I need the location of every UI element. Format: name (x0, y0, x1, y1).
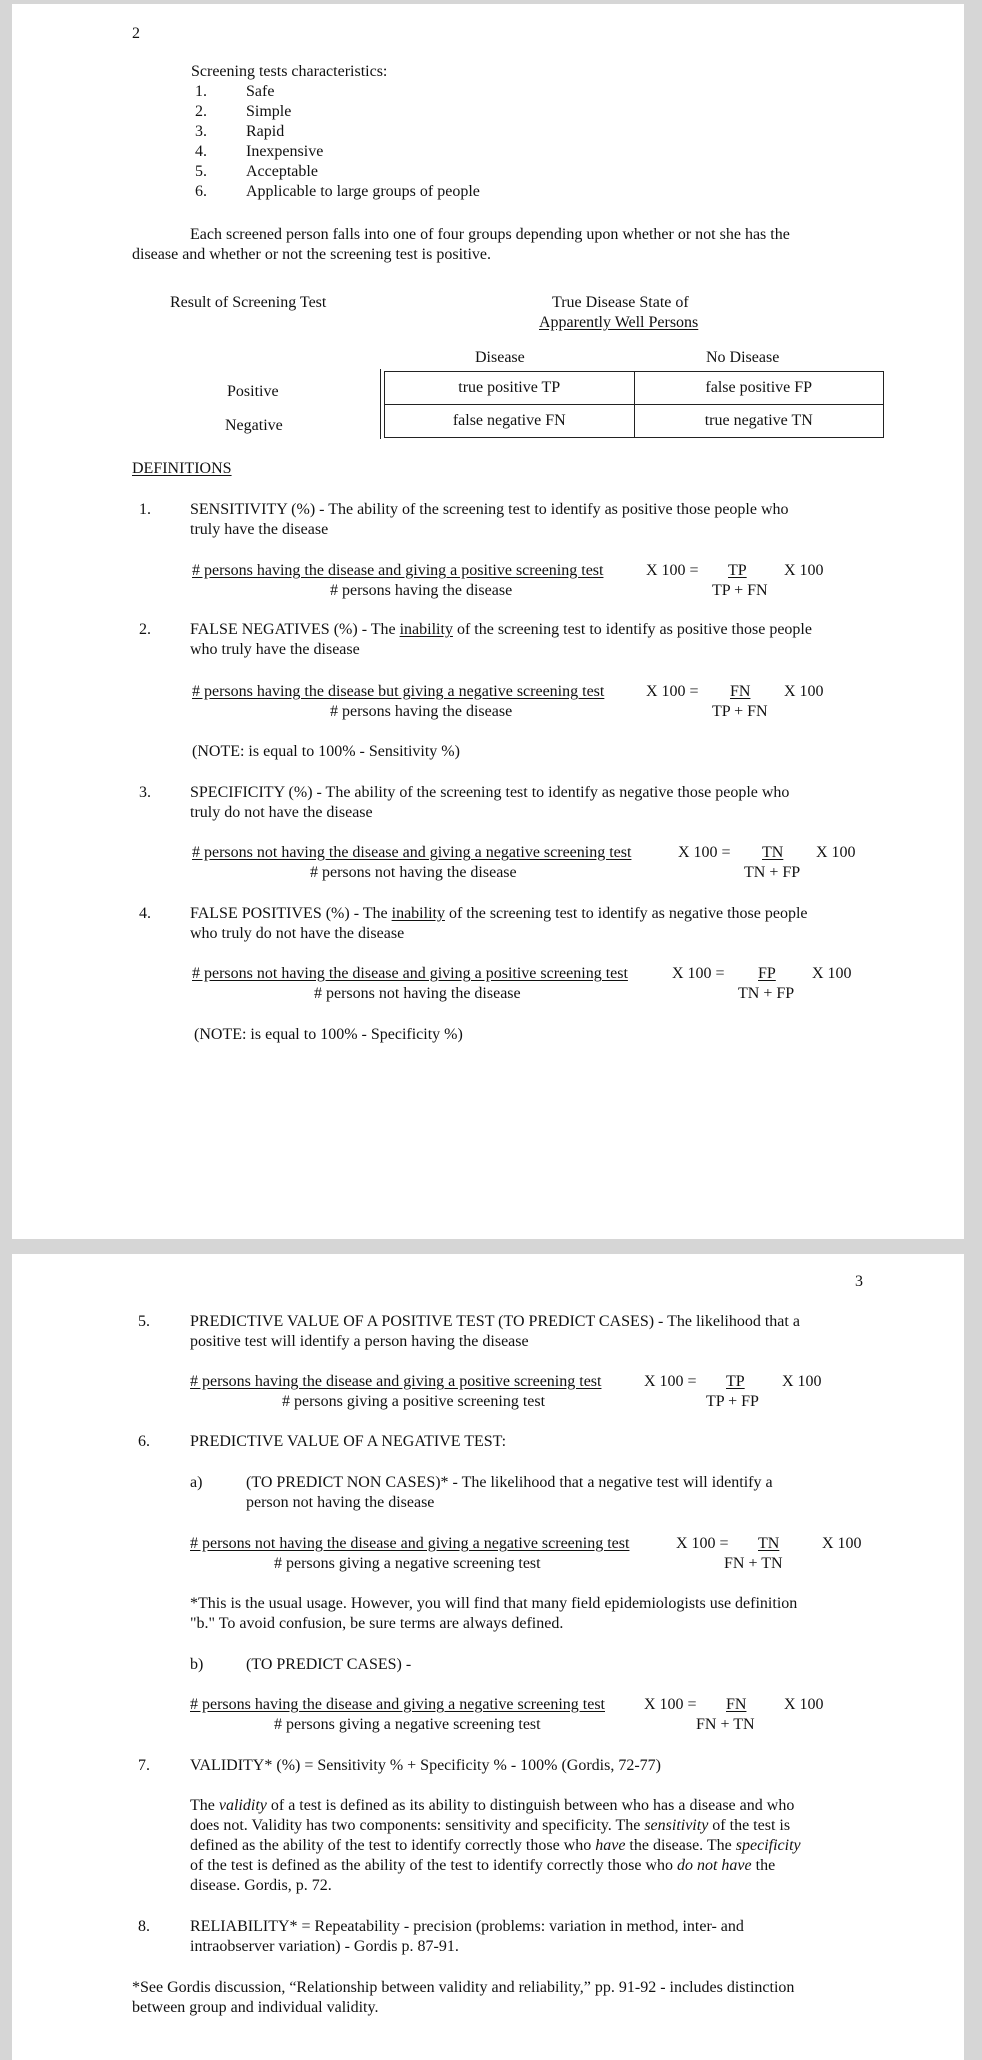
usage-note: *This is the usual usage. However, you will find that many field epidemiologists use definition (190, 1595, 798, 1612)
definition-number: 1. (139, 501, 151, 518)
fraction-denominator: TN + FP (744, 864, 801, 881)
cell-true-positive: true positive TP (385, 372, 635, 405)
definition-number: 8. (138, 1918, 150, 1935)
definition-text: (TO PREDICT CASES) - (246, 1656, 412, 1673)
fraction-denominator: TP + FP (706, 1393, 759, 1410)
table-left-heading: Result of Screening Test (170, 294, 327, 311)
formula-numerator: # persons not having the disease and giving a negative screening test (190, 1535, 630, 1552)
formula-multiplier: X 100 (782, 1373, 822, 1390)
column-header-no-disease: No Disease (706, 349, 780, 366)
fraction-denominator: TP + FN (712, 582, 768, 599)
formula-denominator: # persons not having the disease (310, 864, 517, 881)
formula-multiplier: X 100 = (672, 965, 725, 982)
intro-paragraph-line: disease and whether or not the screening test is positive. (132, 246, 492, 263)
fraction-numerator: FN (730, 683, 751, 700)
formula-denominator: # persons having the disease (330, 582, 513, 599)
formula-denominator: # persons giving a negative screening test (274, 1716, 541, 1733)
sub-item-label: b) (190, 1656, 204, 1673)
formula-multiplier: X 100 (822, 1535, 862, 1552)
list-item-text: Safe (246, 83, 275, 100)
list-item-number: 5. (195, 163, 207, 180)
validity-paragraph-line: The validity of a test is defined as its ability to distinguish between who has a disease and who (190, 1797, 795, 1814)
formula-numerator: # persons having the disease but giving a negative screening test (192, 683, 605, 700)
page-number: 2 (132, 25, 140, 42)
row-header-negative: Negative (225, 417, 283, 434)
fraction-numerator: FP (758, 965, 776, 982)
list-item-number: 3. (195, 123, 207, 140)
formula-denominator: # persons having the disease (330, 703, 513, 720)
definition-text: (TO PREDICT NON CASES)* - The likelihood that a negative test will identify a (246, 1474, 773, 1491)
definition-heading: PREDICTIVE VALUE OF A NEGATIVE TEST: (190, 1433, 507, 1450)
list-item-text: Acceptable (246, 163, 318, 180)
list-item-number: 2. (195, 103, 207, 120)
definition-text: SPECIFICITY (%) - The ability of the screening test to identify as negative those people who (190, 784, 790, 801)
formula-multiplier: X 100 (784, 1696, 824, 1713)
formula-multiplier: X 100 = (646, 562, 699, 579)
definition-text: VALIDITY* (%) = Sensitivity % + Specificity % - 100% (Gordis, 72-77) (190, 1757, 662, 1774)
definition-text: PREDICTIVE VALUE OF A POSITIVE TEST (TO PREDICT CASES) - The likelihood that a (190, 1313, 800, 1330)
row-header-positive: Positive (227, 383, 279, 400)
table-right-heading-sub: Apparently Well Persons (539, 314, 699, 331)
definition-note: (NOTE: is equal to 100% - Specificity %) (194, 1026, 463, 1043)
fraction-numerator: FN (726, 1696, 747, 1713)
definition-text: who truly do not have the disease (190, 925, 405, 942)
definition-text: truly do not have the disease (190, 804, 373, 821)
fraction-denominator: TN + FP (738, 985, 795, 1002)
formula-numerator: # persons having the disease and giving a negative screening test (190, 1696, 605, 1713)
definition-number: 5. (138, 1313, 150, 1330)
definition-number: 7. (138, 1757, 150, 1774)
formula-numerator: # persons not having the disease and giving a negative screening test (192, 844, 632, 861)
list-item-number: 6. (195, 183, 207, 200)
definition-text: positive test will identify a person having the disease (190, 1333, 529, 1350)
sub-item-label: a) (190, 1474, 203, 1491)
definition-text: intraobserver variation) - Gordis p. 87-91. (190, 1938, 459, 1955)
intro-paragraph-line: Each screened person falls into one of four groups depending upon whether or not she has the (190, 226, 790, 243)
formula-multiplier: X 100 = (676, 1535, 729, 1552)
formula-multiplier: X 100 = (646, 683, 699, 700)
table-right-heading: True Disease State of (552, 294, 689, 311)
definition-text: SENSITIVITY (%) - The ability of the screening test to identify as positive those people who (190, 501, 789, 518)
formula-multiplier: X 100 = (678, 844, 731, 861)
validity-paragraph-line: of the test is defined as the ability of the test to identify correctly those who do not have the (190, 1857, 776, 1874)
list-item-number: 4. (195, 143, 207, 160)
definition-text: who truly have the disease (190, 641, 360, 658)
formula-multiplier: X 100 = (644, 1373, 697, 1390)
definition-text: person not having the disease (246, 1494, 435, 1511)
footnote: between group and individual validity. (132, 1999, 379, 2016)
document-page-3 (12, 1254, 964, 2060)
formula-denominator: # persons not having the disease (314, 985, 521, 1002)
formula-multiplier: X 100 (784, 562, 824, 579)
formula-numerator: # persons having the disease and giving a positive screening test (190, 1373, 602, 1390)
fraction-numerator: TP (726, 1373, 745, 1390)
definition-number: 4. (139, 905, 151, 922)
formula-numerator: # persons having the disease and giving a positive screening test (192, 562, 604, 579)
fraction-numerator: TN (762, 844, 784, 861)
screening-results-table (384, 371, 884, 438)
table-divider (380, 369, 381, 439)
formula-multiplier: X 100 (812, 965, 852, 982)
list-item-text: Simple (246, 103, 292, 120)
fraction-denominator: FN + TN (724, 1555, 783, 1572)
fraction-denominator: FN + TN (696, 1716, 755, 1733)
definition-number: 3. (139, 784, 151, 801)
definition-number: 6. (138, 1433, 150, 1450)
definition-note: (NOTE: is equal to 100% - Sensitivity %) (192, 743, 460, 760)
definition-text: RELIABILITY* = Repeatability - precision (problems: variation in method, inter- and (190, 1918, 744, 1935)
usage-note: "b." To avoid confusion, be sure terms are always defined. (190, 1615, 564, 1632)
validity-paragraph-line: does not. Validity has two components: sensitivity and specificity. The sensitivity of the test is (190, 1817, 791, 1834)
fraction-denominator: TP + FN (712, 703, 768, 720)
definition-number: 2. (139, 621, 151, 638)
formula-multiplier: X 100 (784, 683, 824, 700)
page-number: 3 (855, 1273, 863, 1290)
definition-text: truly have the disease (190, 521, 329, 538)
formula-multiplier: X 100 (816, 844, 856, 861)
list-item-text: Inexpensive (246, 143, 324, 160)
list-item-text: Applicable to large groups of people (246, 183, 480, 200)
cell-false-negative: false negative FN (385, 405, 635, 438)
characteristics-title: Screening tests characteristics: (191, 63, 388, 80)
cell-true-negative: true negative TN (634, 405, 884, 438)
formula-multiplier: X 100 = (644, 1696, 697, 1713)
fraction-numerator: TN (758, 1535, 780, 1552)
list-item-number: 1. (195, 83, 207, 100)
definition-text: FALSE NEGATIVES (%) - The inability of the screening test to identify as positive those people (190, 621, 812, 638)
validity-paragraph-line: defined as the ability of the test to identify correctly those who have the disease. The specificity (190, 1837, 801, 1854)
validity-paragraph-line: disease. Gordis, p. 72. (190, 1877, 332, 1894)
definitions-heading: DEFINITIONS (132, 460, 232, 477)
formula-denominator: # persons giving a negative screening test (274, 1555, 541, 1572)
definition-text: FALSE POSITIVES (%) - The inability of the screening test to identify as negative those people (190, 905, 808, 922)
footnote: *See Gordis discussion, “Relationship between validity and reliability,” pp. 91-92 - includes distinction (132, 1979, 795, 1996)
column-header-disease: Disease (475, 349, 525, 366)
cell-false-positive: false positive FP (634, 372, 884, 405)
formula-denominator: # persons giving a positive screening test (282, 1393, 546, 1410)
list-item-text: Rapid (246, 123, 285, 140)
formula-numerator: # persons not having the disease and giving a positive screening test (192, 965, 628, 982)
document-page-2 (12, 4, 964, 1239)
fraction-numerator: TP (728, 562, 747, 579)
